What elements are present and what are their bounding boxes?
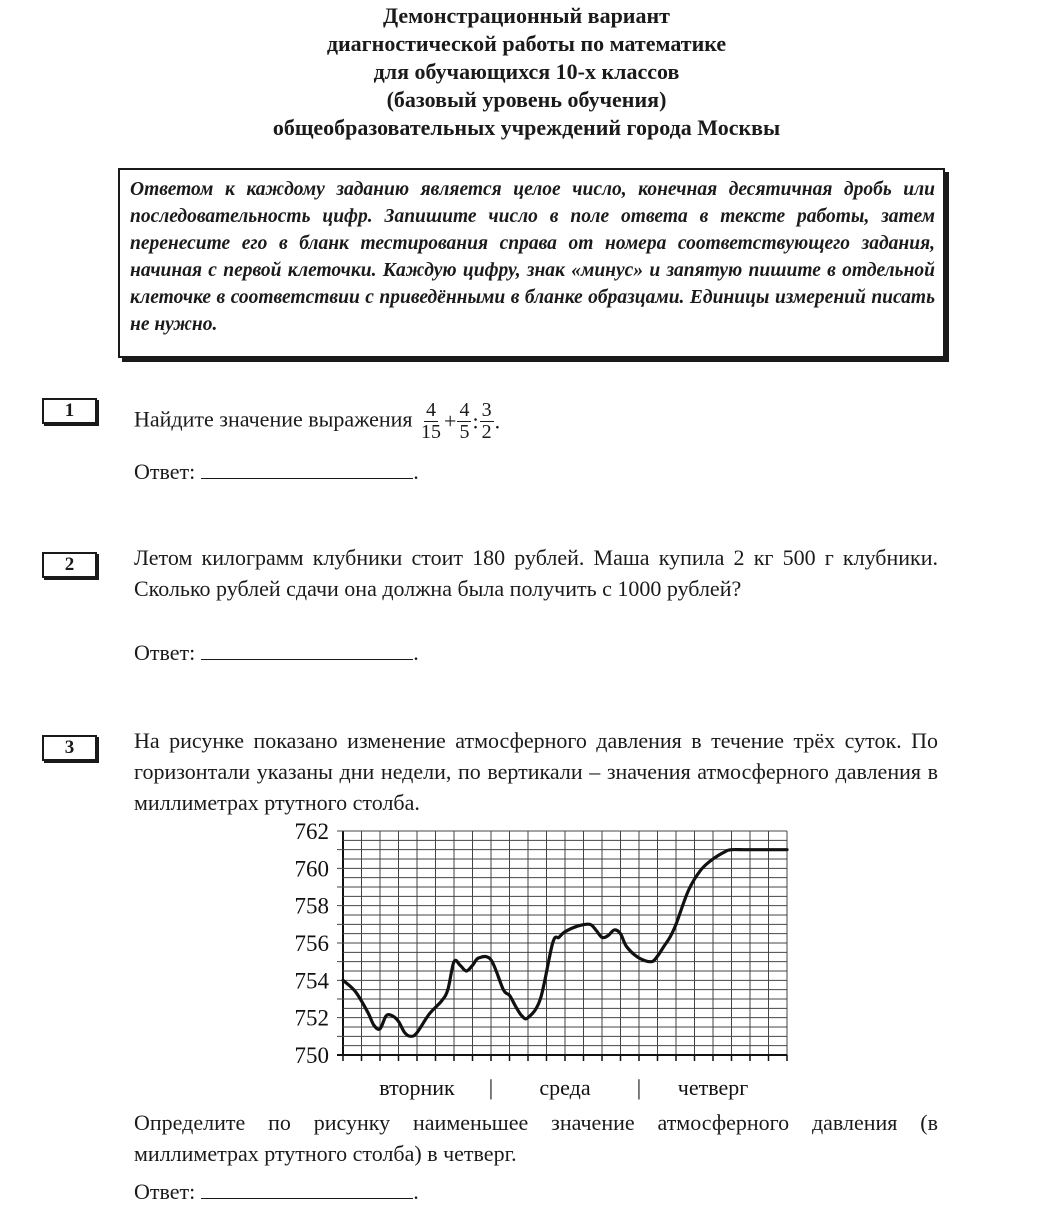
fraction-numerator: 4 [426, 399, 437, 421]
fraction-numerator: 4 [459, 399, 470, 421]
divide-operator: : [472, 408, 479, 434]
y-tick-label: 754 [294, 968, 329, 994]
instructions-box [118, 168, 945, 358]
y-tick-label: 758 [294, 893, 329, 919]
task-3-answer [134, 1178, 419, 1206]
answer-label: Ответ: [134, 1179, 196, 1204]
task-3-text: На рисунке показано изменение атмосферного давления в течение трёх суток. По горизонтали указаны дни недели, по вертикали – значения атмосферного давления в миллиметрах ртутного столба. [134, 728, 938, 815]
header-line-3: для обучающихся 10-х классов [373, 59, 680, 84]
task-1-answer [134, 458, 419, 486]
y-tick-label: 760 [294, 856, 329, 882]
header-line-1: Демонстрационный вариант [383, 3, 670, 28]
task-2-number: 2 [42, 552, 97, 578]
task-1-number: 1 [42, 398, 97, 424]
y-tick-label: 756 [294, 931, 329, 956]
fraction-4-15 [419, 400, 443, 443]
task-2-text: Летом килограмм клубники стоит 180 рублей. Маша купила 2 кг 500 г клубники. Сколько рублей сдачи она должна была получить с 1000 рублей? [134, 545, 938, 601]
task-2-answer [134, 639, 419, 667]
answer-period: . [413, 459, 419, 484]
header-line-5: общеобразовательных учреждений города Москвы [272, 115, 781, 140]
answer-field[interactable] [201, 458, 413, 479]
answer-period: . [413, 1179, 419, 1204]
answer-field[interactable] [201, 1178, 413, 1199]
x-day-label: вторник [379, 1075, 455, 1100]
y-tick-label: 762 [294, 819, 329, 844]
fraction-denominator: 5 [459, 421, 470, 443]
fraction-denominator: 15 [421, 421, 442, 443]
pressure-chart [260, 815, 800, 1110]
x-day-separator: | [488, 1075, 494, 1100]
document-header [0, 2, 1053, 142]
task-3-question: Определите по рисунку наименьшее значение атмосферного давления (в миллиметрах ртутного столба) в четверг. [134, 1110, 938, 1166]
x-day-separator: | [636, 1075, 642, 1100]
task-1-text [134, 400, 938, 443]
y-tick-label: 750 [294, 1043, 329, 1068]
x-day-label: четверг [677, 1075, 749, 1100]
y-tick-label: 752 [294, 1005, 329, 1031]
fraction-denominator: 2 [481, 421, 492, 443]
fraction-numerator: 3 [481, 399, 492, 421]
expression-period: . [494, 408, 501, 434]
answer-field[interactable] [201, 639, 413, 660]
header-line-4: (базовый уровень обучения) [386, 87, 667, 112]
instructions-text: Ответом к каждому заданию является целое число, конечная десятичная дробь или последовательность цифр. Запишите число в поле ответа в тексте работы, затем перенесите его в бланк тестирования справа от номера соответствующего задания, начиная с первой клеточки. Каждую цифру, знак «минус» и запятую пишите в отдельной клеточке в соответствии с приведёнными в бланке образцами. Единицы измерений писать не нужно. [130, 179, 935, 335]
answer-label: Ответ: [134, 459, 196, 484]
x-day-label: среда [539, 1075, 591, 1100]
answer-label: Ответ: [134, 640, 196, 665]
plus-operator: + [444, 408, 457, 434]
fraction-4-5 [457, 400, 471, 443]
answer-period: . [413, 640, 419, 665]
task-3-number: 3 [42, 735, 97, 761]
task-1-prompt: Найдите значение выражения [134, 406, 413, 432]
header-line-2: диагностической работы по математике [326, 31, 727, 56]
fraction-3-2 [480, 400, 494, 443]
